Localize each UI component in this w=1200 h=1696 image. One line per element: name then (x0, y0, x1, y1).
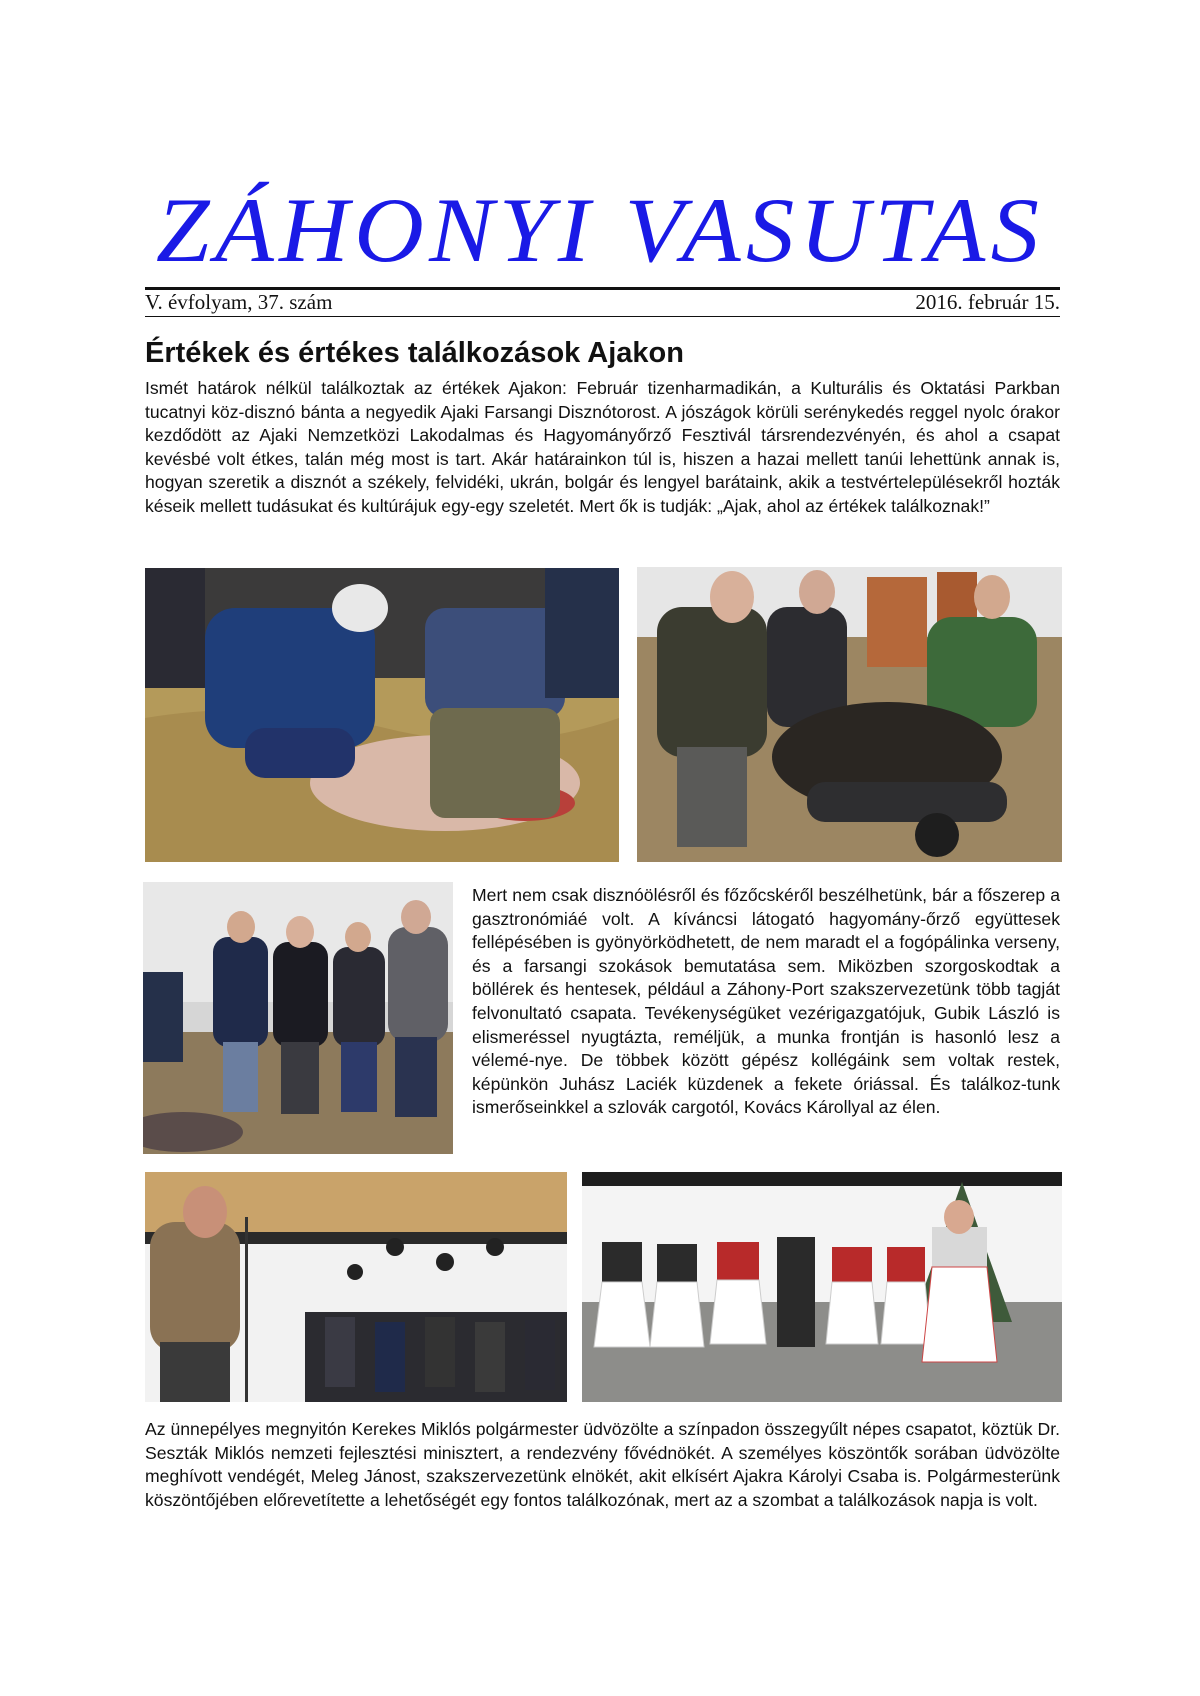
article-paragraph-middle: Mert nem csak disznóölésről és főzőcskéről beszélhetünk, bár a főszerep a gasztronómiáé volt. A kíváncsi látogató hagyomány-őrző együttesek fellépésében is gyönyörködhetett, de nem maradt el a fogópálinka verseny, és a farsangi szokások bemutatása sem. Miközben szorgoskodtak a böllérek és hentesek, például a Záhony-Port szakszervezetünk több tagját felvonultató csapata. Tevékenységüket vezérigazgatójuk, Gubik László is elismeréssel nyugtázta, reméljük, a munka frontján is hasonló lesz a vélemé-nye. De többek között gépész kollégáink sem voltak restek, képünkön Juhász Laciék küzdenek a fekete óriással. És találkoz-tunk ismerőseinkkel a szlovák cargotól, Kovács Károllyal az élen. (472, 885, 1060, 1118)
article-paragraph-intro: Ismét határok nélkül találkoztak az értékek Ajakon: Február tizenharmadikán, a Kulturális és Oktatási Parkban tucatnyi köz-disznó bánta a negyedik Ajaki Farsangi Disznótorost. A jószágok körüli serénykedés reggel nyolc órakor kezdődött az Ajaki Nemzetközi Lakodalmas és Hagyományőrző Fesztivál társrendezvényén, és ahol a csapat kevésbé volt étkes, talán még most is tart. Akár határainkon túl is, hiszen a hazai mellett tanúi lehettünk annak is, hogyan szeretik a disznót a székely, felvidéki, ukrán, bolgár és lengyel barátaink, akik a testvértelepülésekről hozták késeik mellett tudásukat és kultúrájuk egy-egy szeletét. Mert ők is tudják: „Ajak, ahol az értékek találkoznak!” (145, 378, 1060, 516)
photo-pig-butchering (145, 568, 619, 862)
issue-volume: V. évfolyam, 37. szám (145, 290, 333, 314)
photo-wheelbarrow-pig (637, 567, 1062, 862)
photo-opening-speech (145, 1172, 567, 1402)
article-headline: Értékek és értékes találkozások Ajakon (145, 337, 684, 369)
issue-date: 2016. február 15. (915, 290, 1060, 314)
article-paragraph-closing: Az ünnepélyes megnyitón Kerekes Miklós polgármester üdvözölte a színpadon összegyűlt népes csapatot, köztük Dr. Seszták Miklós nemzeti fejlesztési minisztert, a rendezvény fővédnökét. A személyes köszöntők sorában üdvözölte meghívott vendégét, Meleg Jánost, szakszervezetünk elnökét, akit elkísért Ajakra Károlyi Csaba is. Polgármesterünk köszöntőjében előrevetítette a lehetőségét egy fontos találkozónak, mert az a szombat a találkozások napja is volt. (145, 1419, 1060, 1510)
photo-group-of-men (143, 882, 453, 1154)
masthead-title: ZÁHONYI VASUTAS (155, 179, 1045, 281)
photo-folk-dancers (582, 1172, 1062, 1402)
masthead-rule-bottom (145, 316, 1060, 317)
